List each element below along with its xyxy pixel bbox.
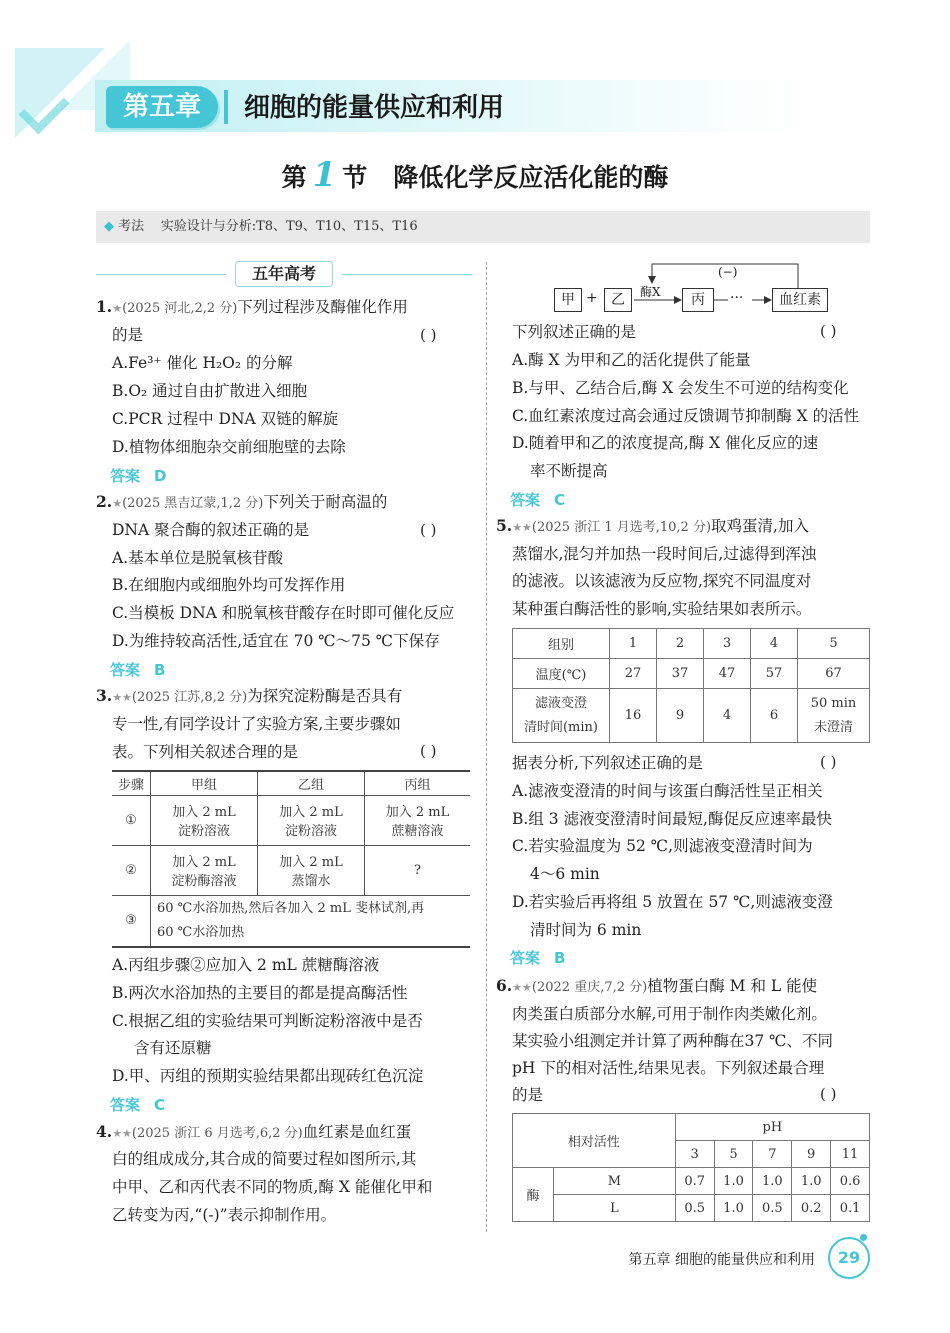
q6-stem-line4: pH 下的相对活性,结果见表。下列叙述最合理 [512, 1059, 825, 1077]
table-cell: ① [112, 795, 151, 845]
q3-stem: 为探究淀粉酶是否具有 [247, 687, 403, 705]
q3-source: (2025 江苏,8,2 分) [131, 690, 248, 705]
q2-stem-line1 [96, 488, 387, 518]
table-cell: 酶 [513, 1168, 554, 1222]
table-cell: ② [112, 845, 151, 895]
table-row [112, 795, 470, 845]
answer-label: 答案 [110, 467, 141, 485]
table-cell: 57 [751, 659, 798, 689]
page-dot-decoration [860, 1234, 867, 1241]
cell-line: 滤液变澄 [534, 695, 587, 711]
answer-label: 答案 [110, 661, 141, 679]
table-header: 4 [751, 629, 798, 659]
q3-answer-paren: ( ) [420, 742, 437, 760]
answer-label: 答案 [510, 949, 541, 967]
q4-answer-paren: ( ) [820, 322, 837, 340]
table-cell: 0.5 [753, 1195, 792, 1222]
q5-source: (2025 浙江 1 月选考,10,2 分) [531, 520, 712, 535]
cell-line: 蔗糖溶液 [391, 824, 444, 839]
table-row [513, 1195, 870, 1222]
q5-stem: 取鸡蛋清,加入 [711, 517, 809, 535]
answer-value: B [154, 661, 166, 679]
cell-line: 60 ℃水浴加热,然后各加入 2 mL 斐林试剂,再 [157, 900, 425, 916]
section-title [0, 155, 950, 195]
q5-answer [510, 947, 565, 968]
answer-label: 答案 [510, 491, 541, 509]
table-row [513, 689, 870, 743]
table-header: 11 [831, 1141, 870, 1168]
q5-option-a: A.滤液变澄清的时间与该蛋白酶活性呈正相关 [512, 782, 823, 800]
q2-option-a: A.基本单位是脱氧核苷酸 [112, 549, 284, 567]
table-cell: 0.7 [675, 1168, 714, 1195]
star-icon: ★★ [112, 691, 132, 704]
table-cell [151, 845, 258, 895]
q6-stem-line1 [496, 972, 817, 1002]
q3-stem-line3: 表。下列相关叙述合理的是 [112, 743, 299, 761]
q6-source: (2022 重庆,7,2 分) [531, 980, 648, 995]
q3-option-a: A.丙组步骤②应加入 2 mL 蔗糖酶溶液 [112, 956, 380, 974]
q6-table [512, 1113, 870, 1222]
star-icon: ★★ [512, 981, 532, 994]
q6-stem-line3: 某实验小组测定并计算了两种酶在37 ℃、不同 [512, 1032, 833, 1050]
q1-option-d: D.植物体细胞杂交前细胞壁的去除 [112, 438, 346, 456]
q4-stem: 血红素是血红蛋 [302, 1123, 412, 1141]
q4-source: (2025 浙江 6 月选考,6,2 分) [131, 1126, 303, 1141]
table-cell: 1.0 [714, 1195, 753, 1222]
substance-yi: 乙 [604, 288, 632, 312]
table-cell: 0.6 [831, 1168, 870, 1195]
table-cell: 0.5 [675, 1195, 714, 1222]
q4-question: 下列叙述正确的是 [512, 323, 637, 341]
q5-option-b: B.组 3 滤液变澄清时间最短,酶促反应速率最快 [512, 810, 832, 828]
table-cell: 1.0 [792, 1168, 831, 1195]
table-header: 3 [704, 629, 751, 659]
cell-line: 清时间(min) [523, 719, 598, 735]
q1-stem: 下列过程涉及酶催化作用 [237, 298, 408, 316]
table-cell: 4 [704, 689, 751, 743]
inhibit-label: (−) [718, 265, 738, 279]
q5-option-c: C.若实验温度为 52 ℃,则滤液变澄清时间为 [512, 837, 813, 855]
q5-stem-line1 [496, 512, 809, 542]
q2-stem-line2: DNA 聚合酶的叙述正确的是 [112, 521, 310, 539]
star-icon: ★ [112, 302, 123, 315]
q2-option-c: C.当模板 DNA 和脱氧核苷酸存在时即可催化反应 [112, 604, 455, 622]
arrow-head-icon [764, 296, 772, 304]
table-header: 组别 [513, 629, 610, 659]
q4-stem-line1 [96, 1118, 411, 1148]
q2-option-b: B.在细胞内或细胞外均可发挥作用 [112, 576, 346, 594]
kaofa-bar [96, 211, 870, 243]
cell-line: 加入 2 mL [279, 855, 343, 870]
q6-stem: 植物蛋白酶 M 和 L 能使 [647, 977, 818, 995]
table-header: 7 [753, 1141, 792, 1168]
section-suffix: 节 [342, 163, 368, 192]
cell-line: 淀粉溶液 [284, 824, 337, 839]
cell-line: 加入 2 mL [385, 805, 450, 820]
q5-option-d-cont: 清时间为 6 min [530, 921, 642, 939]
answer-value: C [554, 491, 566, 509]
substance-heme: 血红素 [772, 288, 828, 312]
cell-line: 淀粉酶溶液 [171, 874, 237, 889]
table-row [112, 845, 470, 895]
q2-stem: 下列关于耐高温的 [263, 493, 388, 511]
table-header: 2 [657, 629, 704, 659]
q5-number: 5. [496, 516, 513, 535]
q1-answer [110, 465, 166, 486]
table-cell: 0.1 [831, 1195, 870, 1222]
q4-option-a: A.酶 X 为甲和乙的活化提供了能量 [512, 351, 751, 369]
table-header: 5 [798, 629, 870, 659]
table-cell: 67 [798, 659, 870, 689]
q5-stem-line4: 某种蛋白酶活性的影响,实验结果如表所示。 [512, 600, 812, 618]
q2-number: 2. [96, 492, 113, 511]
table-cell: 1.0 [753, 1168, 792, 1195]
q6-stem-line5: 的是 [512, 1086, 544, 1104]
cell-line: 50 min [810, 695, 857, 711]
answer-value: C [154, 1096, 166, 1114]
q5-question: 据表分析,下列叙述正确的是 [512, 754, 703, 772]
plus-sign: + [586, 290, 598, 306]
table-cell [258, 845, 365, 895]
table-row [513, 1168, 870, 1195]
chapter-separator [224, 90, 228, 124]
q4-stem-line4: 乙转变为丙,“(-)”表示抑制作用。 [112, 1206, 337, 1224]
table-cell: 9 [657, 689, 704, 743]
q3-stem-line1 [96, 682, 402, 712]
page-number: 29 [828, 1237, 870, 1279]
cell-line: 未澄清 [813, 719, 853, 735]
table-cell [151, 795, 258, 845]
q5-option-c-cont: 4～6 min [530, 865, 600, 883]
q1-source: (2025 河北,2,2 分) [122, 301, 238, 316]
cell-line: 淀粉溶液 [177, 824, 230, 839]
table-row [112, 895, 470, 947]
substance-jia: 甲 [554, 288, 582, 312]
column-divider [486, 262, 487, 1232]
section-name: 降低化学反应活化能的酶 [393, 163, 669, 192]
q4-option-d: D.随着甲和乙的浓度提高,酶 X 催化反应的速 [512, 434, 819, 452]
cell-line: 加入 2 mL [172, 855, 236, 870]
table-cell [798, 689, 870, 743]
q4-stem-line3: 中甲、乙和丙代表不同的物质,酶 X 能催化甲和 [112, 1178, 433, 1196]
five-year-label: 五年高考 [236, 262, 332, 286]
table-cell: 47 [704, 659, 751, 689]
q5-table [512, 628, 870, 743]
q2-answer [110, 659, 165, 680]
cell-line: 加入 2 mL [172, 805, 236, 820]
table-header: 9 [792, 1141, 831, 1168]
q1-answer-paren: ( ) [420, 326, 437, 344]
q5-stem-line2: 蒸馏水,混匀并加热一段时间后,过滤得到浑浊 [512, 545, 817, 563]
q1-option-c: C.PCR 过程中 DNA 双链的解旋 [112, 410, 339, 428]
table-cell [513, 689, 610, 743]
q5-stem-line3: 的滤液。以该滤液为反应物,探究不同温度对 [512, 572, 812, 590]
bullet-icon: ◆ [104, 219, 114, 234]
chapter-title: 细胞的能量供应和利用 [244, 93, 505, 123]
table-cell [151, 895, 471, 947]
table-header: 5 [714, 1141, 753, 1168]
table-cell: 0.2 [792, 1195, 831, 1222]
table-header: 3 [675, 1141, 714, 1168]
q3-option-d: D.甲、丙组的预期实验结果都出现砖红色沉淀 [112, 1067, 424, 1085]
table-cell: 37 [657, 659, 704, 689]
table-cell: 27 [610, 659, 657, 689]
section-number: 1 [312, 155, 337, 195]
cell-line: 60 ℃水浴加热 [157, 924, 245, 940]
q1-option-b: B.O₂ 通过自由扩散进入细胞 [112, 382, 308, 400]
table-cell: 温度(℃) [513, 659, 610, 689]
q2-source: (2025 黑吉辽蒙,1,2 分) [122, 496, 264, 511]
five-year-heading [96, 262, 472, 286]
table-row [513, 1114, 870, 1141]
table-cell [365, 795, 471, 845]
q3-number: 3. [96, 686, 113, 705]
q3-table [112, 770, 470, 948]
q4-answer [510, 489, 565, 510]
table-cell [258, 795, 365, 845]
table-cell: ? [365, 845, 471, 895]
q6-number: 6. [496, 976, 513, 995]
section-prefix: 第 [281, 163, 307, 192]
table-header: 步骤 [112, 771, 151, 795]
star-icon: ★★ [112, 1127, 132, 1140]
table-header: 甲组 [151, 771, 258, 795]
q2-option-d: D.为维持较高活性,适宜在 70 ℃～75 ℃下保存 [112, 632, 440, 650]
q4-number: 4. [96, 1122, 113, 1141]
q4-option-d-cont: 率不断提高 [530, 462, 608, 480]
footer-chapter: 第五章 细胞的能量供应和利用 [628, 1252, 815, 1268]
table-cell: 6 [751, 689, 798, 743]
q4-option-b: B.与甲、乙结合后,酶 X 会发生不可逆的结构变化 [512, 379, 849, 397]
q3-option-c-cont: 含有还原糖 [134, 1039, 212, 1057]
q3-answer [110, 1094, 165, 1115]
table-header: 1 [610, 629, 657, 659]
q4-stem-line2: 白的组成成分,其合成的简要过程如图所示,其 [112, 1150, 417, 1168]
kaofa-label: 考法 [118, 219, 145, 234]
table-header: 丙组 [365, 771, 471, 795]
table-header: 相对活性 [513, 1114, 676, 1168]
table-row [513, 629, 870, 659]
enzyme-x-label: 酶X [640, 285, 661, 299]
substance-bing: 丙 [682, 288, 714, 312]
heading-rule [342, 274, 472, 275]
star-icon: ★ [112, 497, 123, 510]
table-cell: ③ [112, 895, 151, 947]
answer-value: D [154, 467, 167, 485]
q6-answer-paren: ( ) [820, 1085, 837, 1103]
q3-stem-line2: 专一性,有同学设计了实验方案,主要步骤如 [112, 715, 401, 733]
cell-line: 加入 2 mL [279, 805, 343, 820]
q6-stem-line2: 肉类蛋白质部分水解,可用于制作肉类嫩化剂。 [512, 1005, 827, 1023]
table-header: 乙组 [258, 771, 365, 795]
kaofa-text: 实验设计与分析:T8、T9、T10、T15、T16 [160, 219, 418, 234]
star-icon: ★★ [512, 521, 532, 534]
table-cell: M [554, 1168, 676, 1195]
table-cell: 16 [610, 689, 657, 743]
table-row [513, 659, 870, 689]
q5-option-d: D.若实验后再将组 5 放置在 57 ℃,则滤液变澄 [512, 893, 833, 911]
q1-number: 1. [96, 297, 113, 316]
q3-option-b: B.两次水浴加热的主要目的都是提高酶活性 [112, 984, 408, 1002]
q2-answer-paren: ( ) [420, 521, 437, 539]
arrow-head-icon [674, 296, 682, 304]
table-header: pH [675, 1114, 869, 1141]
chapter-badge: 第五章 [106, 86, 218, 128]
answer-label: 答案 [110, 1096, 141, 1114]
cell-line: 蒸馏水 [291, 874, 331, 889]
q1-option-a: A.Fe³⁺ 催化 H₂O₂ 的分解 [112, 354, 293, 372]
ellipsis: ··· [730, 290, 744, 306]
q3-option-c: C.根据乙组的实验结果可判断淀粉溶液中是否 [112, 1012, 423, 1030]
heading-rule [96, 274, 226, 275]
q4-option-c: C.血红素浓度过高会通过反馈调节抑制酶 X 的活性 [512, 407, 860, 425]
q1-stem-line2: 的是 [112, 326, 144, 344]
table-cell: L [554, 1195, 676, 1222]
table-cell: 1.0 [714, 1168, 753, 1195]
answer-value: B [554, 949, 566, 967]
q5-answer-paren: ( ) [820, 753, 837, 771]
q1-stem-line1 [96, 293, 408, 323]
